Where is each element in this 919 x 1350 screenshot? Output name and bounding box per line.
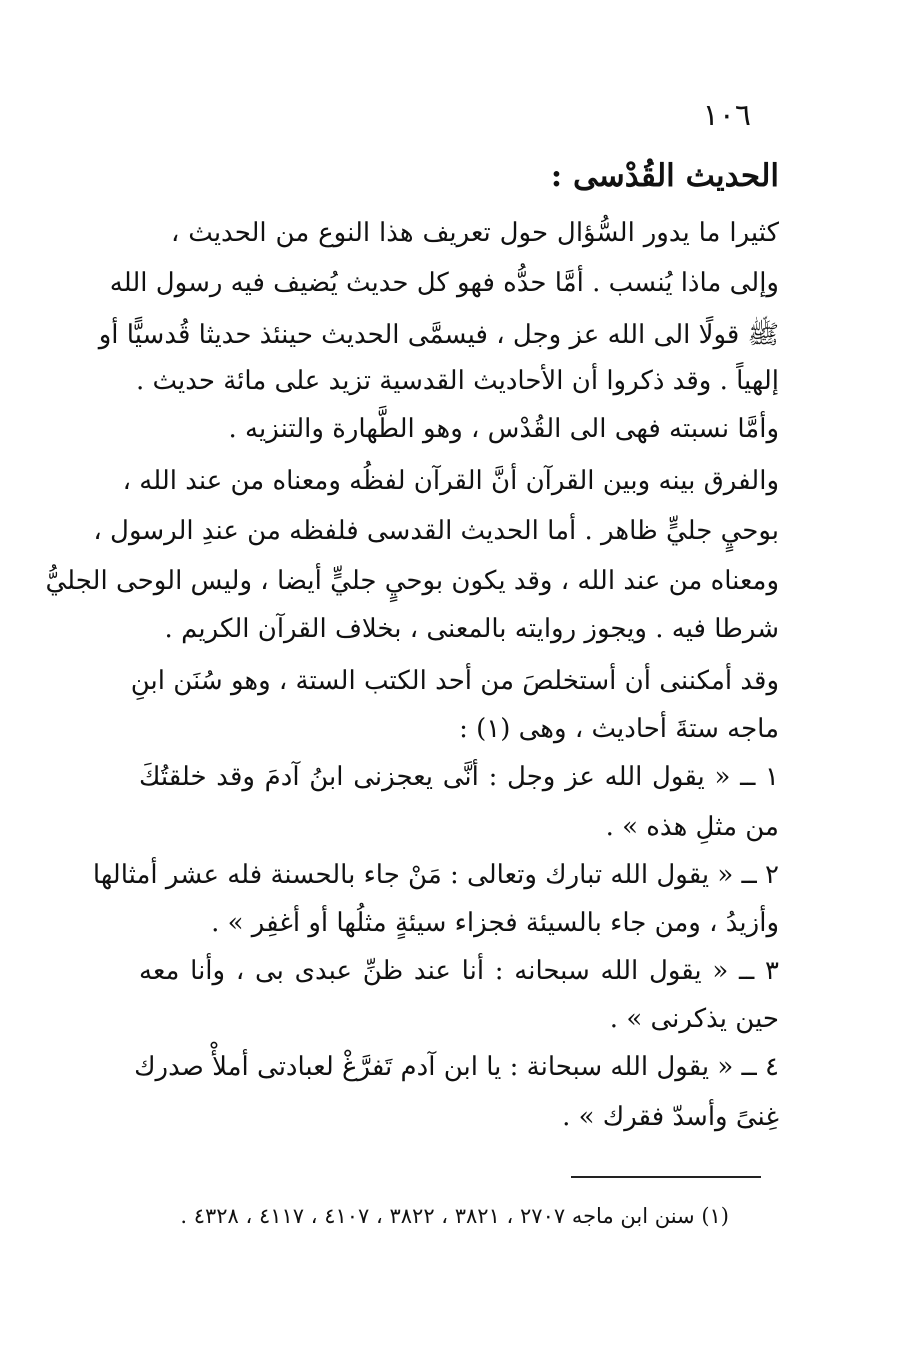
text-line: كثيرا ما يدور السُّؤال حول تعريف هذا النوع من الحديث ، bbox=[171, 218, 779, 248]
footnote: (١) سنن ابن ماجه ٢٧٠٧ ، ٣٨٢١ ، ٣٨٢٢ ، ٤١٠٧ ، ٤١١٧ ، ٤٣٢٨ . bbox=[180, 1204, 729, 1228]
text-line: ٣ ــ « يقول الله سبحانه : أنا عند ظنِّ عبدى بى ، وأنا معه bbox=[139, 956, 779, 986]
text-line: ٢ ــ « يقول الله تبارك وتعالى : مَنْ جاء بالحسنة فله عشر أمثالها bbox=[92, 860, 779, 890]
text-line: ماجه ستةَ أحاديث ، وهى (١) : bbox=[459, 714, 779, 744]
text-line: ٤ ــ « يقول الله سبحانة : يا ابن آدم تَفرَّغْ لعبادتى أملأْ صدرك bbox=[134, 1052, 779, 1082]
text-line: وأمَّا نسبته فهى الى القُدْس ، وهو الطَّهارة والتنزيه . bbox=[228, 414, 779, 444]
text-line: والفرق بينه وبين القرآن أنَّ القرآن لفظُه ومعناه من عند الله ، bbox=[122, 466, 779, 496]
page-number: ١٠٦ bbox=[702, 98, 751, 133]
text-line: إلهياً . وقد ذكروا أن الأحاديث القدسية تزيد على مائة حديث . bbox=[135, 366, 779, 396]
text-line: ومعناه من عند الله ، وقد يكون بوحيٍ جليٍّ أيضا ، وليس الوحى الجليُّ bbox=[45, 566, 779, 596]
text-line: وقد أمكننى أن أستخلصَ من أحد الكتب الستة ، وهو سُنَن ابنِ bbox=[130, 666, 779, 696]
text-line: من مثلِ هذه » . bbox=[605, 812, 779, 842]
footnote-divider bbox=[571, 1176, 761, 1178]
text-line: وأزيدُ ، ومن جاء بالسيئة فجزاء سيئةٍ مثلُها أو أغفِر » . bbox=[211, 908, 779, 938]
text-line: غِنىً وأسدّ فقرك » . bbox=[562, 1102, 779, 1132]
text-line: ١ ــ « يقول الله عز وجل : أنَّى يعجزنى ابنُ آدمَ وقد خلقتُكَ bbox=[139, 762, 779, 792]
text-line: ﷺ قولًا الى الله عز وجل ، فيسمَّى الحديث حينئذ حديثا قُدسيًّا أو bbox=[98, 320, 779, 350]
text-line: وإلى ماذا يُنسب . أمَّا حدُّه فهو كل حديث يُضيف فيه رسول الله bbox=[109, 268, 779, 298]
text-line: بوحيٍ جليٍّ ظاهر . أما الحديث القدسى فلفظه من عندِ الرسول ، bbox=[93, 516, 779, 546]
text-line: حين يذكرنى » . bbox=[609, 1004, 779, 1034]
section-heading: الحديث القُدْسى : bbox=[550, 158, 779, 194]
text-line: شرطا فيه . ويجوز روايته بالمعنى ، بخلاف القرآن الكريم . bbox=[164, 614, 779, 644]
